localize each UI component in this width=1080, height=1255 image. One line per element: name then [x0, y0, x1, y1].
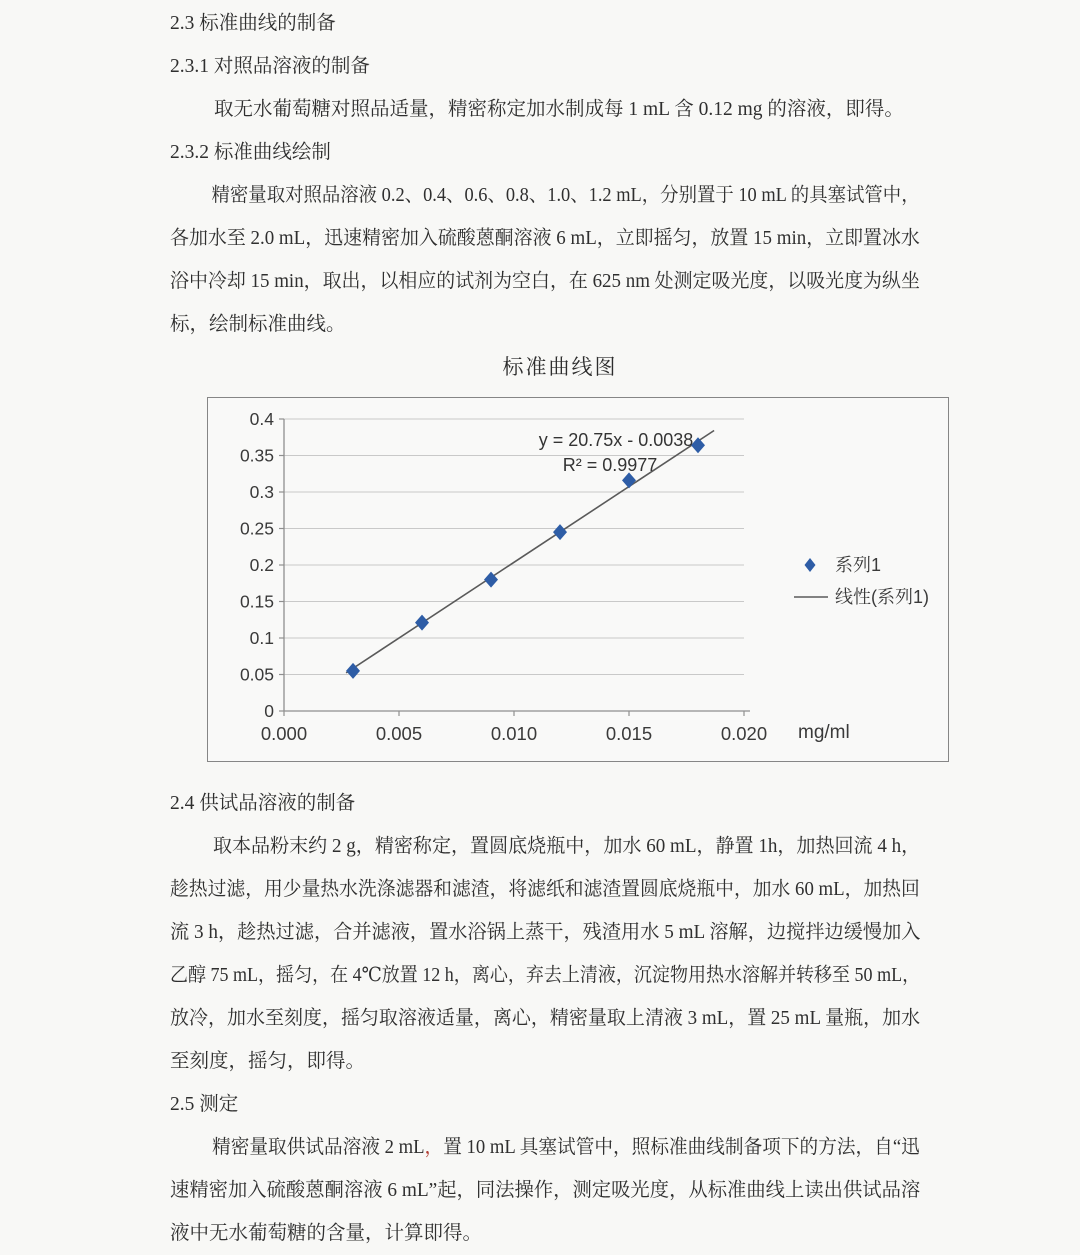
x-tick-label: 0.015 [605, 723, 653, 744]
data-point [553, 524, 567, 540]
y-tick-label: 0.05 [239, 664, 274, 685]
paragraph-line: 精密量取对照品溶液 0.2、0.4、0.6、0.8、1.0、1.2 mL，分别置于 10 mL 的具塞试管中， [211, 185, 920, 206]
y-tick-label: 0 [264, 701, 274, 721]
paragraph-line: 液中无水葡萄糖的含量，计算即得。 [170, 1223, 483, 1244]
legend-label: 系列1 [835, 555, 882, 575]
paragraph-line: 流 3 h，趁热过滤，合并滤液，置水浴锅上蒸干，残渣用水 5 mL 溶解，边搅拌边缓慢加入 [170, 922, 921, 943]
paragraph-line: 放冷，加水至刻度，摇匀取溶液适量，离心，精密量取上清液 3 mL，置 25 mL 量瓶，加水 [170, 1008, 921, 1029]
y-tick-label: 0.4 [249, 409, 274, 429]
chart-title: 标准曲线图 [502, 355, 618, 379]
paragraph-line: 取本品粉末约 2 g，精密称定，置圆底烧瓶中，加水 60 mL，静置 1h，加热回流 4 h， [212, 836, 921, 857]
red-comma: ， [424, 1137, 444, 1158]
section-2-3-heading: 2.3 标准曲线的制备 [170, 13, 336, 34]
standard-curve-chart [208, 398, 948, 761]
paragraph-line: 标，绘制标准曲线。 [170, 314, 346, 335]
legend-marker-icon [805, 558, 816, 572]
paragraph-text: 置 10 mL 具塞试管中，照标准曲线制备项下的方法，自“迅 [443, 1137, 920, 1158]
paragraph-line [170, 1126, 920, 1169]
paragraph-line: 取无水葡萄糖对照品适量，精密称定加水制成每 1 mL 含 0.12 mg 的溶液，即得。 [214, 99, 904, 120]
x-tick-label: 0.000 [260, 723, 308, 744]
y-tick-label: 0.3 [249, 482, 274, 502]
x-axis-unit-label: mg/ml [798, 722, 850, 743]
paragraph-line: 趁热过滤，用少量热水洗涤滤器和滤渣，将滤纸和滤渣置圆底烧瓶中，加水 60 mL，加热回 [170, 879, 920, 900]
section-2-3-1-heading: 2.3.1 对照品溶液的制备 [170, 56, 370, 77]
y-tick-label: 0.2 [249, 555, 274, 575]
legend-label: 线性(系列1) [835, 587, 929, 607]
r-squared-value: R² = 0.9977 [562, 455, 658, 475]
paragraph-line: 各加水至 2.0 mL，迅速精密加入硫酸蒽酮溶液 6 mL，立即摇匀，放置 15 min，立即置冰水 [170, 228, 920, 249]
paragraph-text: 精密量取供试品溶液 2 mL [212, 1137, 425, 1158]
standard-curve-figure [207, 397, 949, 762]
section-2-4-heading: 2.4 供试品溶液的制备 [170, 793, 356, 814]
y-tick-label: 0.35 [239, 445, 274, 466]
y-tick-label: 0.15 [239, 591, 274, 612]
section-2-3-2-heading: 2.3.2 标准曲线绘制 [170, 142, 331, 163]
paragraph-line: 至刻度，摇匀，即得。 [170, 1051, 366, 1072]
x-tick-label: 0.010 [490, 723, 538, 744]
x-tick-label: 0.005 [375, 723, 423, 744]
paragraph-line: 速精密加入硫酸蒽酮溶液 6 mL”起，同法操作，测定吸光度，从标准曲线上读出供试品溶 [170, 1180, 921, 1201]
paragraph-line: 乙醇 75 mL，摇匀，在 4℃放置 12 h，离心，弃去上清液，沉淀物用热水溶解并转移至 50 mL， [170, 965, 921, 986]
trendline [346, 431, 714, 673]
trendline-equation: y = 20.75x - 0.0038 [538, 430, 694, 450]
paragraph-line: 浴中冷却 15 min，取出，以相应的试剂为空白，在 625 nm 处测定吸光度，以吸光度为纵坐 [170, 271, 920, 292]
section-2-5-heading: 2.5 测定 [170, 1094, 239, 1115]
data-point [415, 615, 429, 631]
y-tick-label: 0.1 [249, 628, 274, 648]
y-tick-label: 0.25 [239, 518, 274, 539]
x-tick-label: 0.020 [720, 723, 768, 744]
